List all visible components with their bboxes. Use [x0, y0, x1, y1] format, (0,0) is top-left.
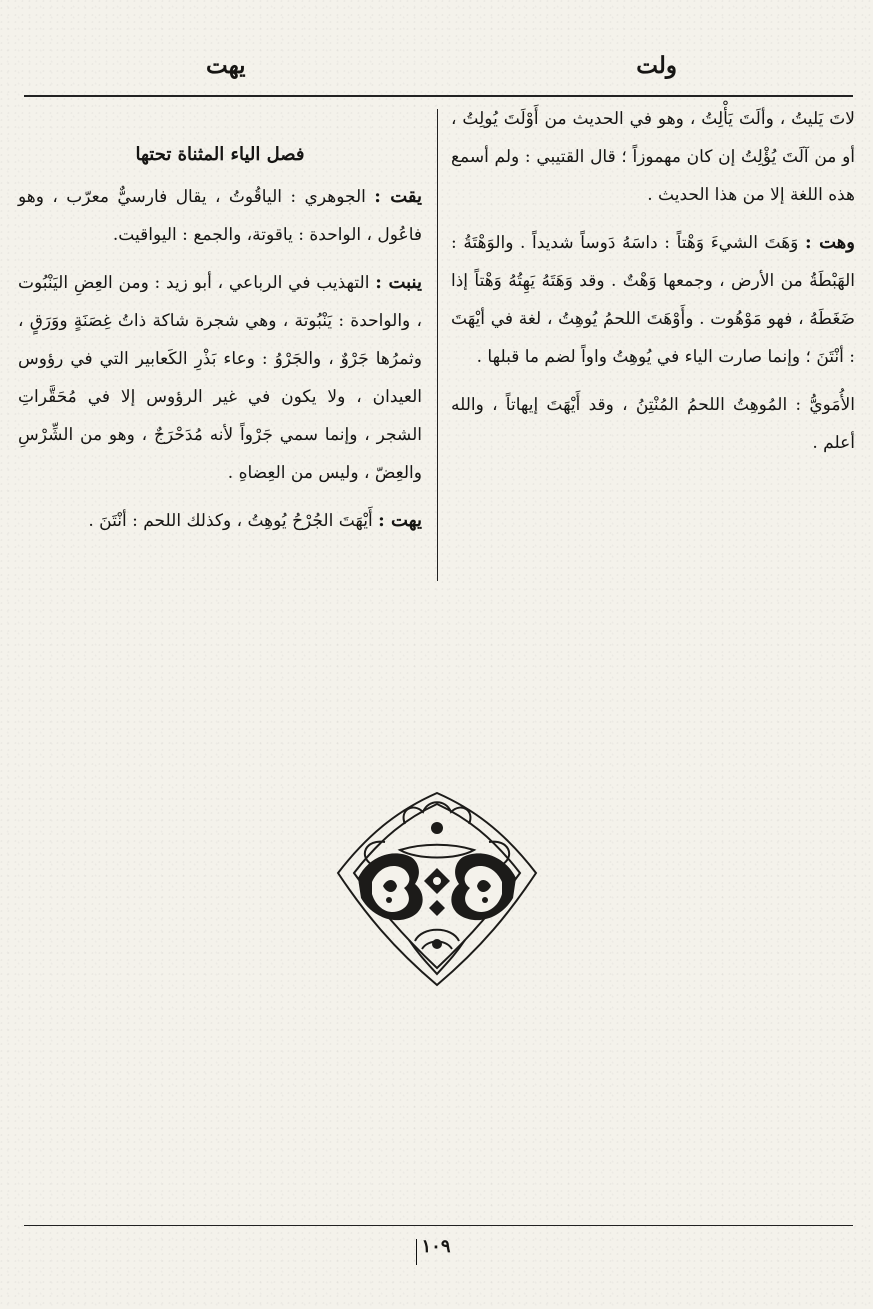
entry-yaqt [18, 178, 422, 254]
section-title: فصل الياء المثناة تحتها [135, 144, 305, 165]
entry-headword: وهت : [805, 232, 855, 253]
entry-text: الجوهري : الياقُوتُ ، يقال فارسيٌّ معرّب ، وهو فاعُول ، الواحدة : ياقوتة، والجمع : اليواقيت. [18, 187, 422, 245]
entry-continuation [451, 100, 855, 214]
entry-waht [451, 224, 855, 376]
entry-umawi [451, 386, 855, 462]
entry-headword: يهت : [378, 510, 422, 531]
entry-yaht [18, 502, 422, 540]
top-rule [24, 95, 853, 97]
entry-text: وَهَتَ الشيءَ وَهْتاً : داسَهُ دَوساً شديداً . والوَهْتَةُ : الهَبْطَةُ من الأرض ، وجمعها وَهْتٌ . وقد وَهَتَهُ يَهِتُهُ وَهْتاً إذا ضَغَطَهُ ، فهو مَوْهُوت . وأَوْهَتَ اللحمُ يُوهِتُ ، لغة في أيْهَتَ : أنْتَنَ ؛ وإنما صارت الياء في يُوهِتُ واواً لضم ما قبلها . [451, 233, 855, 367]
entry-text: التهذيب في الرباعي ، أبو زيد : ومن العِضِ اليَنْبُوت ، والواحدة : يَنْبُوتة ، وهي شجرة شاكة ذاتُ غِصَنَةٍ ووَرَقٍ ، وثمرُها جَرْوٌ ، والجَرْوُ : وعاء بَذْرِ الكَعابير التي في رؤوس العيدان ، ولا يكون في غير الرؤوس إلا في مُحَقَّراتِ الشجر ، وإنما سمي جَرْواً لأنه مُدَحْرَجٌ ، وهو من الشِّرْسِ والعِضّ ، وليس من العِضاهِ . [18, 273, 422, 483]
bottom-rule [24, 1225, 853, 1226]
entry-headword: ينبت : [375, 272, 423, 293]
left-column [18, 136, 422, 550]
arabesque-ornament-icon [331, 790, 543, 988]
entry-yanbut [18, 264, 422, 492]
entry-text: أَيْهَتَ الجُرْحُ يُوهِتُ ، وكذلك اللحم : أنْتَنَ . [88, 511, 373, 531]
entry-text: الأُمَويُّ : المُوهِتُ اللحمُ المُنْتِنُ ، وقد أَيْهَتَ إيهاتاً ، والله أعلم . [451, 395, 855, 453]
header-right-word: ولت [636, 52, 677, 79]
column-divider [437, 109, 438, 581]
page-number: ١٠٩ [421, 1236, 451, 1257]
entry-text: لاتَ يَليتُ ، وألَتَ يَأْلِتُ ، وهو في الحديث من أَوْلَتَ يُولِتُ ، أو من آلَتَ يُؤْلِتُ إن كان مهموزاً ؛ قال القتيبي : ولم أسمع هذه اللغة إلا من هذا الحديث . [451, 109, 855, 205]
right-column [451, 100, 855, 472]
header-left-word: يهت [206, 52, 246, 79]
entry-headword: يقت : [374, 186, 423, 207]
